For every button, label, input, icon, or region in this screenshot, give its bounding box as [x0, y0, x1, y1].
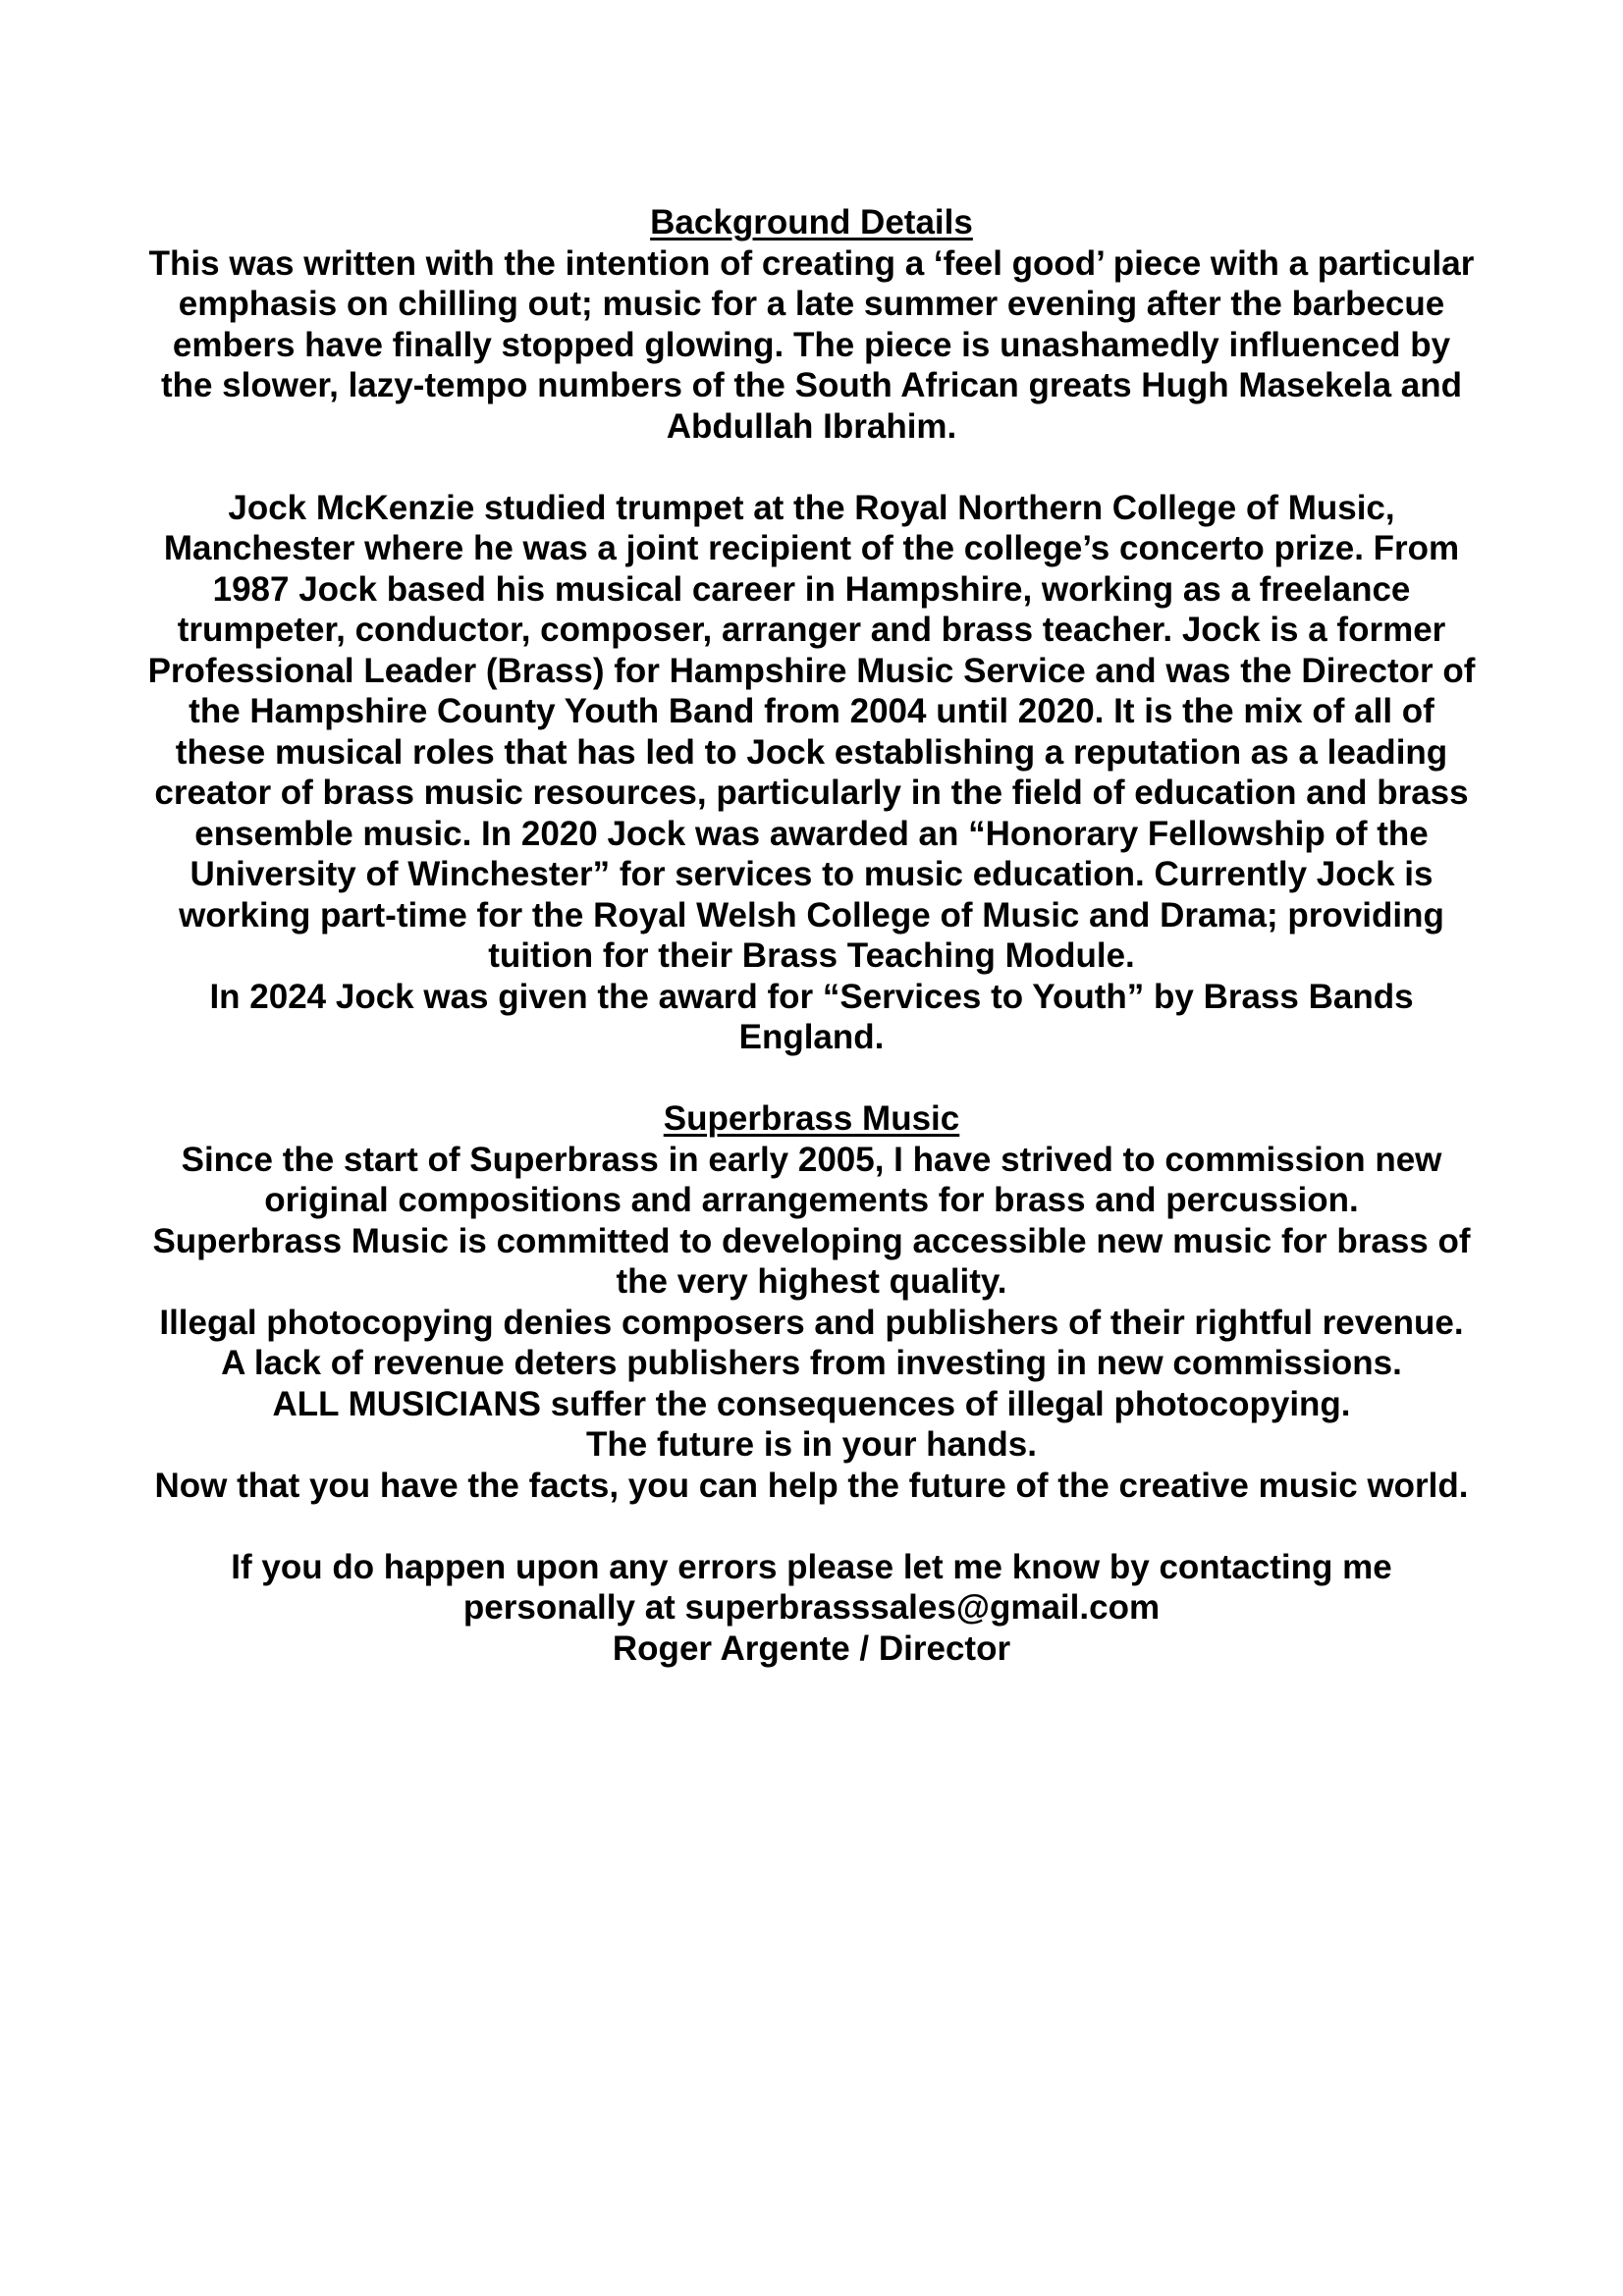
superbrass-line: A lack of revenue deters publishers from investing in new commissions. [221, 1344, 1402, 1382]
background-heading: Background Details [650, 203, 973, 241]
paragraph-gap [147, 1058, 1476, 1099]
biography-award: In 2024 Jock was given the award for “Services to Youth” by Brass Bands England. [209, 977, 1414, 1056]
document-body [147, 202, 1476, 1669]
superbrass-line: Since the start of Superbrass in early 2005, I have strived to commission new original compositions and arrangements for brass and percussion. [181, 1140, 1442, 1219]
superbrass-heading: Superbrass Music [663, 1099, 960, 1138]
superbrass-line: ALL MUSICIANS suffer the consequences of illegal photocopying. [272, 1384, 1351, 1423]
superbrass-line: Superbrass Music is committed to developing accessible new music for brass of the very highest quality. [152, 1221, 1471, 1301]
background-paragraph: This was written with the intention of creating a ‘feel good’ piece with a particular emphasis on chilling out; music for a late summer evening after the barbecue embers have finally stopped glowing. The piece is unashamedly influenced by the slower, lazy-tempo numbers of the South African greats Hugh Masekela and Abdullah Ibrahim. [148, 243, 1475, 446]
superbrass-line: Illegal photocopying denies composers and publishers of their rightful revenue. [159, 1303, 1464, 1342]
superbrass-line: The future is in your hands. [586, 1425, 1037, 1464]
paragraph-gap [147, 1506, 1476, 1547]
biography-paragraph: Jock McKenzie studied trumpet at the Royal Northern College of Music, Manchester where he was a joint recipient of the college’s concerto prize. From 1987 Jock based his musical career in Hampshire, working as a freelance trumpeter, conductor, composer, arranger and brass teacher. Jock is a former Professional Leader (Brass) for Hampshire Music Service and was the Director of the Hampshire County Youth Band from 2004 until 2020. It is the mix of all of these musical roles that has led to Jock establishing a reputation as a leading creator of brass music resources, particularly in the field of education and brass ensemble music. In 2020 Jock was awarded an “Honorary Fellowship of the University of Winchester” for services to music education. Currently Jock is working part-time for the Royal Welsh College of Music and Drama; providing tuition for their Brass Teaching Module. [147, 488, 1476, 975]
superbrass-line: Now that you have the facts, you can help the future of the creative music world. [154, 1466, 1469, 1505]
paragraph-gap [147, 447, 1476, 488]
signature: Roger Argente / Director [612, 1629, 1011, 1668]
contact-message: If you do happen upon any errors please let me know by contacting me personally at superbrasssales@gmail.com [231, 1547, 1392, 1627]
